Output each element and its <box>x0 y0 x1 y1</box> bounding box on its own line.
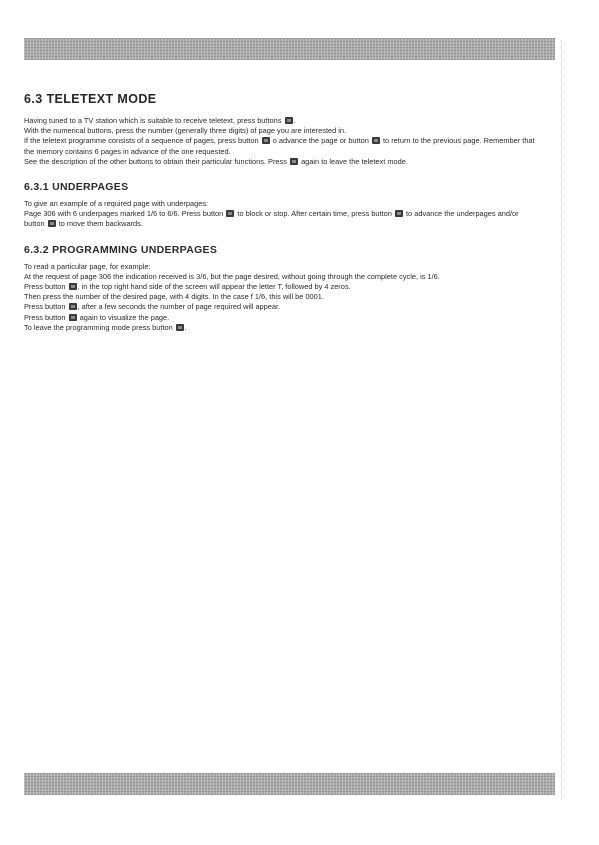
teletext-button-icon <box>290 158 298 165</box>
hold-button-icon <box>226 210 234 217</box>
text: Press button <box>24 282 66 292</box>
heading-teletext-mode: 6.3 TELETEXT MODE <box>24 92 157 106</box>
text: to move them backwards. <box>58 219 143 229</box>
text: to advance the underpages and/or button <box>24 209 519 229</box>
paragraph: To give an example of a required page with underpages: <box>24 199 209 209</box>
text: to block or stop. After certain time, press button <box>237 209 392 219</box>
paragraph <box>24 157 536 167</box>
paragraph <box>24 136 536 156</box>
section-underpages <box>24 199 536 230</box>
subpage-button-icon <box>176 324 184 331</box>
footer-band <box>24 773 555 795</box>
text: again to visualize the page. <box>79 312 170 322</box>
paragraph: At the request of page 306 the indication received is 3/6, but the page desired, without going through the complete cycle, is 1/6. <box>24 271 440 281</box>
paragraph <box>24 282 536 292</box>
section-programming-underpages <box>24 262 536 333</box>
text: . <box>293 116 296 125</box>
text: , in the top right hand side of the screen will appear the letter T, followed by 4 zeros. <box>77 282 351 292</box>
text: To leave the programming mode press button <box>24 322 173 332</box>
text: If the teletext programme consists of a sequence of pages, press button <box>24 136 259 146</box>
paragraph: Then press the number of the desired page, with 4 digits. In the case f 1/6, this will be 0001. <box>24 292 324 302</box>
text: , after a few seconds the number of page required will appear. <box>77 302 281 312</box>
text: . <box>184 322 187 332</box>
page-up-button-icon <box>262 137 270 144</box>
subpage-button-icon <box>69 283 77 290</box>
paragraph: With the numerical buttons, press the number (generally three digits) of page you are interested in. <box>24 126 347 136</box>
text: Page 306 with 6 underpages marked 1/6 to 6/6. Press button <box>24 209 224 219</box>
subpage-forward-button-icon <box>395 210 403 217</box>
text: Press button <box>24 312 66 322</box>
teletext-button-icon <box>285 117 293 124</box>
text: o advance the page or button <box>272 136 369 146</box>
paragraph <box>24 302 536 312</box>
subpage-back-button-icon <box>48 220 56 227</box>
text: again to leave the teletext mode. <box>301 156 408 166</box>
heading-underpages: 6.3.1 UNDERPAGES <box>24 181 129 194</box>
page-edge-line <box>561 40 562 800</box>
paragraph <box>24 323 536 333</box>
section-teletext-mode <box>24 116 536 167</box>
heading-programming-underpages: 6.3.2 PROGRAMMING UNDERPAGES <box>24 243 218 256</box>
text: Press button <box>24 302 66 312</box>
text: See the description of the other buttons to obtain their particular functions. Press <box>24 156 287 166</box>
page-down-button-icon <box>372 137 380 144</box>
subpage-button-icon <box>69 303 77 310</box>
document-body <box>24 92 536 347</box>
reveal-button-icon <box>69 314 77 321</box>
text: to return to the previous page. Remember that the memory contains 6 pages in advance of the one requested. <box>24 136 535 156</box>
text: Having tuned to a TV station which is suitable to receive teletext, press buttons <box>24 116 282 125</box>
paragraph <box>24 209 536 229</box>
paragraph: To read a particular page, for example: <box>24 261 151 271</box>
paragraph <box>24 116 536 126</box>
paragraph <box>24 313 536 323</box>
header-band <box>24 38 555 60</box>
